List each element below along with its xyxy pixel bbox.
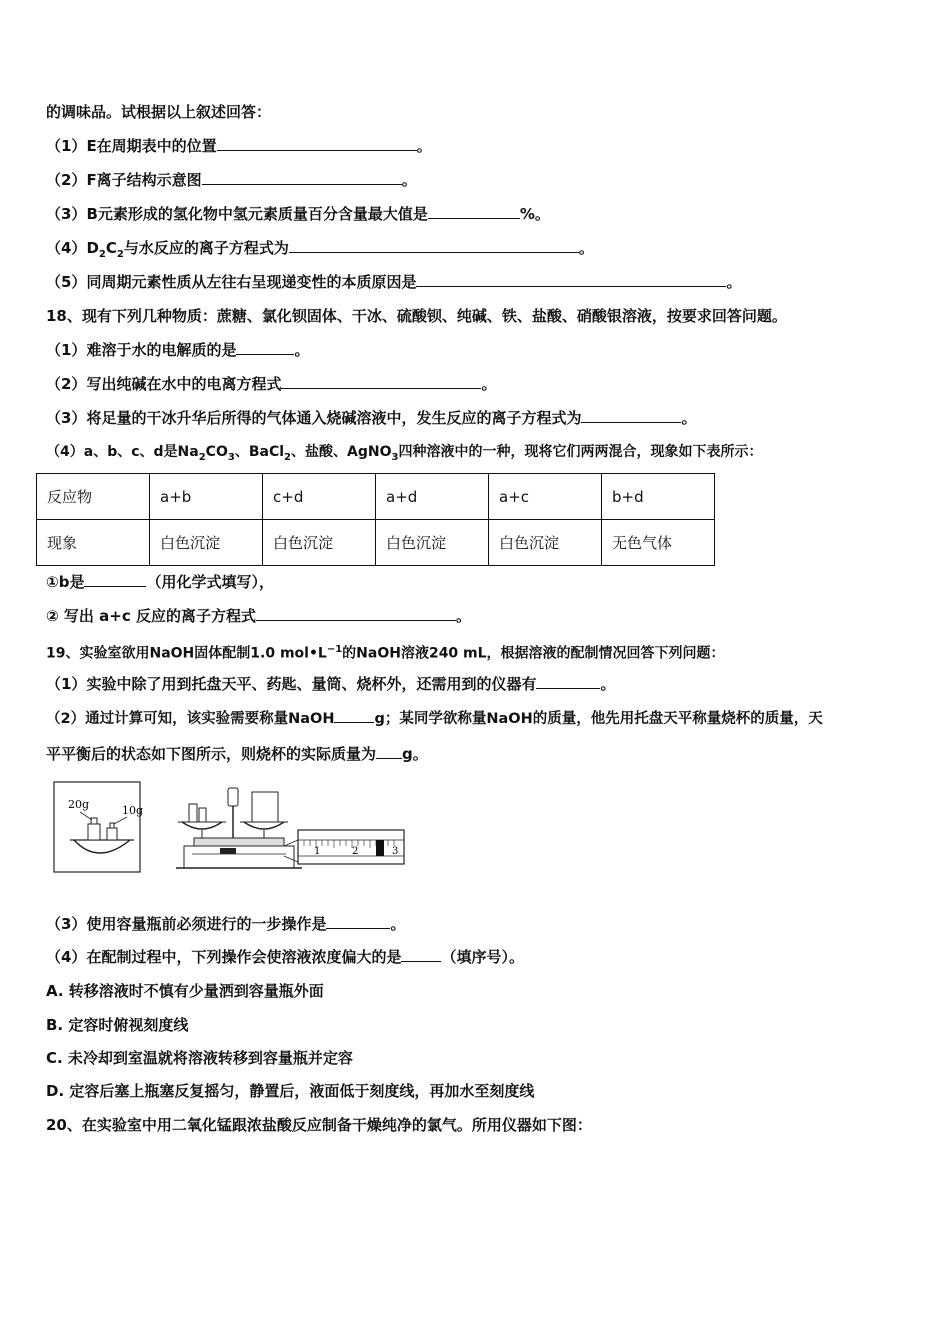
answer-blank[interactable] bbox=[202, 170, 402, 185]
table-cell: 白色沉淀 bbox=[263, 520, 376, 566]
beaker-icon bbox=[252, 792, 278, 822]
q18-part1 bbox=[46, 340, 309, 360]
q18-p1-text: 难溶于水的电解质的是 bbox=[86, 341, 237, 359]
q17-p2-text: F离子结构示意图 bbox=[86, 171, 202, 189]
q17-p4-num: （4） bbox=[46, 239, 87, 257]
table-cell: a+c bbox=[489, 474, 602, 520]
answer-blank[interactable] bbox=[416, 272, 726, 287]
balance-figure bbox=[52, 780, 412, 876]
q18-part2 bbox=[46, 374, 496, 394]
q17-p5-text: 同周期元素性质从左往右呈现递变性的本质原因是 bbox=[86, 273, 417, 291]
q18-p4-s1: 2 bbox=[198, 451, 206, 463]
answer-blank[interactable] bbox=[217, 136, 417, 151]
option-b: B. 定容时俯视刻度线 bbox=[46, 1016, 189, 1034]
option-a: A. 转移溶液时不慎有少量洒到容量瓶外面 bbox=[46, 982, 324, 1000]
answer-blank[interactable] bbox=[376, 744, 402, 759]
q19-p4-end: （填序号）。 bbox=[441, 948, 524, 966]
q17-p3-num: （3） bbox=[46, 205, 87, 223]
q18-s1-end: （用化学式填写）， bbox=[146, 573, 274, 591]
q19-stem-sup: −1 bbox=[326, 644, 343, 655]
q20-stem: 20、在实验室中用二氧化锰跟浓盐酸反应制备干燥纯净的氯气。所用仪器如下图： bbox=[46, 1116, 592, 1134]
table-cell: 反应物 bbox=[37, 474, 150, 520]
answer-blank[interactable] bbox=[536, 674, 600, 689]
q19-p1-text: 实验中除了用到托盘天平、药匙、量筒、烧杯外，还需用到的仪器有 bbox=[86, 675, 537, 693]
weight-20g-label: 20g bbox=[68, 798, 90, 811]
weight-10g-icon bbox=[107, 828, 117, 840]
q17-part5 bbox=[46, 272, 741, 292]
answer-blank[interactable] bbox=[236, 340, 294, 355]
q17-part4 bbox=[46, 238, 594, 265]
answer-blank[interactable] bbox=[84, 572, 146, 587]
table-cell: a+d bbox=[376, 474, 489, 520]
q17-p3-text: B元素形成的氢化物中氢元素质量百分含量最大值是 bbox=[86, 205, 428, 223]
q18-part3 bbox=[46, 408, 696, 428]
q17-part2 bbox=[46, 170, 417, 190]
table-cell: c+d bbox=[263, 474, 376, 520]
q17-p4-b: C bbox=[105, 239, 117, 257]
rider-scale bbox=[298, 830, 404, 864]
q17-p3-end: %。 bbox=[519, 205, 550, 223]
q19-part4 bbox=[46, 947, 524, 967]
q19-p3-num: （3） bbox=[46, 915, 87, 933]
q19-part1 bbox=[46, 674, 615, 694]
q17-p4-sub-b: 2 bbox=[116, 249, 124, 260]
q18-s2-text: ② 写出 a+c 反应的离子方程式 bbox=[46, 607, 256, 625]
answer-blank[interactable] bbox=[289, 238, 579, 253]
table-cell: 白色沉淀 bbox=[376, 520, 489, 566]
answer-blank[interactable] bbox=[334, 708, 374, 723]
q17-p5-num: （5） bbox=[46, 273, 87, 291]
q18-s2-end: 。 bbox=[455, 607, 471, 625]
scale-tick-1: 1 bbox=[314, 846, 321, 857]
table-cell: a+b bbox=[150, 474, 263, 520]
q18-p3-end: 。 bbox=[681, 409, 697, 427]
q18-p2-end: 。 bbox=[481, 375, 497, 393]
q19-p3-end: 。 bbox=[390, 915, 406, 933]
q19-part3 bbox=[46, 914, 405, 934]
q17-p4-a: D bbox=[86, 239, 99, 257]
q18-p2-text: 写出纯碱在水中的电离方程式 bbox=[86, 375, 282, 393]
q19-stem bbox=[46, 640, 725, 664]
q18-p4-t5: 四种溶液中的一种，现将它们两两混合，现象如下表所示： bbox=[398, 444, 763, 460]
table-cell: 现象 bbox=[37, 520, 150, 566]
q18-p4-t3: 、BaCl bbox=[234, 444, 285, 460]
q18-p4-num: （4） bbox=[46, 444, 84, 460]
q18-p4-t4: 、盐酸、AgNO bbox=[291, 444, 392, 460]
table-cell: 无色气体 bbox=[602, 520, 715, 566]
q18-p4-s3: 2 bbox=[284, 451, 291, 463]
weight-10g-label: 10g bbox=[122, 804, 144, 817]
scale-tick-3: 3 bbox=[392, 846, 399, 857]
option-c: C. 未冷却到室温就将溶液转移到容量瓶并定容 bbox=[46, 1049, 353, 1067]
table-cell: b+d bbox=[602, 474, 715, 520]
reaction-table bbox=[36, 473, 715, 566]
answer-blank[interactable] bbox=[401, 947, 441, 962]
scale-tick-2: 2 bbox=[352, 846, 359, 857]
answer-blank[interactable] bbox=[256, 606, 456, 621]
q18-p4-s2: 3 bbox=[227, 451, 235, 463]
q18-p1-end: 。 bbox=[294, 341, 310, 359]
table-row bbox=[37, 474, 715, 520]
q17-p4-c: 与水反应的离子方程式为 bbox=[123, 239, 289, 257]
q17-p5-end: 。 bbox=[726, 273, 742, 291]
balance-icon bbox=[176, 788, 302, 868]
weight-20g-icon bbox=[88, 824, 100, 840]
q17-p2-end: 。 bbox=[401, 171, 417, 189]
answer-blank[interactable] bbox=[326, 914, 390, 929]
q17-part1 bbox=[46, 136, 432, 156]
table-cell: 白色沉淀 bbox=[150, 520, 263, 566]
q18-sub1 bbox=[46, 572, 274, 592]
q19-part2 bbox=[46, 708, 823, 729]
q17-p1-num: （1） bbox=[46, 137, 87, 155]
q19-part2-cont bbox=[46, 744, 428, 764]
answer-blank[interactable] bbox=[281, 374, 481, 389]
q17-part3 bbox=[46, 204, 550, 224]
q18-part4 bbox=[46, 442, 762, 468]
q19-p4-text: 在配制过程中，下列操作会使溶液浓度偏大的是 bbox=[86, 948, 402, 966]
table-row bbox=[37, 520, 715, 566]
rider-marker bbox=[376, 840, 384, 856]
q19-p2-a: 通过计算可知，该实验需要称量NaOH bbox=[85, 711, 335, 727]
q19-p2-num: （2） bbox=[46, 711, 86, 727]
q19-p3-text: 使用容量瓶前必须进行的一步操作是 bbox=[86, 915, 327, 933]
q19-p1-end: 。 bbox=[600, 675, 616, 693]
q18-stem: 18、现有下列几种物质：蔗糖、氯化钡固体、干冰、硫酸钡、纯碱、铁、盐酸、硝酸银溶液，按要求回答问题。 bbox=[46, 307, 787, 325]
q18-p3-text: 将足量的干冰升华后所得的气体通入烧碱溶液中，发生反应的离子方程式为 bbox=[86, 409, 582, 427]
option-d: D. 定容后塞上瓶塞反复摇匀，静置后，液面低于刻度线，再加水至刻度线 bbox=[46, 1082, 535, 1100]
q19-stem-a: 19、实验室欲用NaOH固体配制1.0 mol•L bbox=[46, 645, 327, 662]
answer-blank[interactable] bbox=[581, 408, 681, 423]
q18-p4-t1: a、b、c、d是Na bbox=[83, 444, 199, 460]
q18-p1-num: （1） bbox=[46, 341, 87, 359]
q19-p1-num: （1） bbox=[46, 675, 87, 693]
q19-p2b-text: 平平衡后的状态如下图所示，则烧杯的实际质量为 bbox=[46, 745, 377, 763]
q19-p4-num: （4） bbox=[46, 948, 87, 966]
q17-p2-num: （2） bbox=[46, 171, 87, 189]
q17-p1-end: 。 bbox=[416, 137, 432, 155]
q18-sub2 bbox=[46, 606, 471, 626]
q18-p3-num: （3） bbox=[46, 409, 87, 427]
q19-stem-b: 的NaOH溶液240 mL，根据溶液的配制情况回答下列问题： bbox=[342, 645, 725, 662]
q18-p4-s4: 3 bbox=[391, 451, 399, 463]
q18-p2-num: （2） bbox=[46, 375, 87, 393]
table-cell: 白色沉淀 bbox=[489, 520, 602, 566]
q17-p1-text: E在周期表中的位置 bbox=[86, 137, 217, 155]
q18-p4-t2: CO bbox=[205, 444, 228, 460]
q17-p4-end: 。 bbox=[578, 239, 594, 257]
q17-intro: 的调味品。试根据以上叙述回答： bbox=[46, 103, 272, 121]
q18-s1-text: ①b是 bbox=[46, 573, 85, 591]
q19-p2-b: g；某同学欲称量NaOH的质量，他先用托盘天平称量烧杯的质量，天 bbox=[374, 711, 823, 727]
answer-blank[interactable] bbox=[428, 204, 520, 219]
q19-p2b-end: g。 bbox=[402, 745, 428, 763]
q17-p4-sub-a: 2 bbox=[98, 249, 106, 260]
